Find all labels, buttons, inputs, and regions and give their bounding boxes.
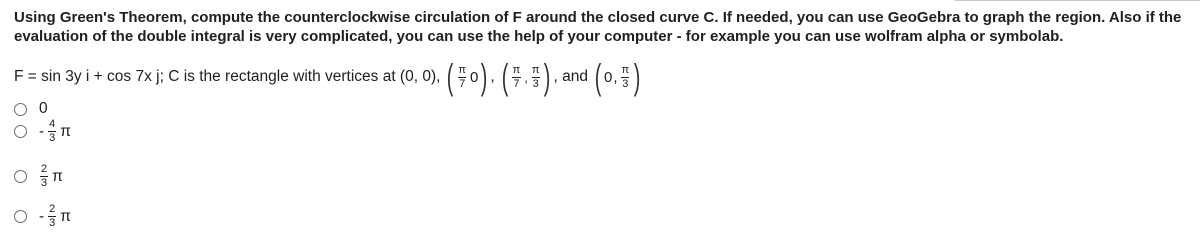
- top-divider: [955, 0, 1200, 1]
- radio-button[interactable]: [14, 103, 27, 116]
- vertex-3: ( $\frac{\pi}{7}$ , $\frac{\pi}{3}$ ): [501, 56, 551, 97]
- option-3[interactable]: $\frac{2}{3}$ π: [14, 164, 63, 189]
- option-3-fraction: $\frac{2}{3}$: [41, 163, 48, 189]
- vertex-3-x: $\frac{\pi}{7}$: [512, 63, 521, 90]
- radio-button[interactable]: [14, 125, 27, 138]
- option-4[interactable]: - $\frac{2}{3}$ π: [14, 204, 71, 229]
- option-2-fraction: $\frac{4}{3}$: [49, 118, 56, 144]
- radio-button[interactable]: [14, 170, 27, 183]
- radio-button[interactable]: [14, 210, 27, 223]
- vertex-4: ( 0 , $\frac{\pi}{3}$ ): [594, 56, 641, 97]
- option-1[interactable]: [14, 100, 48, 118]
- option-2[interactable]: - $\frac{4}{3}$ π: [14, 119, 71, 144]
- vertex-3-y: $\frac{\pi}{3}$: [531, 63, 540, 90]
- vertex-2: ( $\frac{\pi}{7}$ 0 ): [447, 56, 488, 97]
- option-4-fraction: $\frac{2}{3}$: [49, 203, 56, 229]
- question-prompt: Using Green's Theorem, compute the counterclockwise circulation of F around the closed curve C. If needed, you can use GeoGebra to graph the region. Also if the evaluation of the double integral is very complicated, you can use the help of your computer - for example you can use wolfram alpha or symbolab.: [14, 9, 1182, 45]
- option-1-label: 0: [39, 100, 48, 117]
- problem-statement: F = sin 3y i + cos 7x j; C is the rectangle with vertices at (0, 0), ( $\frac{\pi}{7}$ 0 ) , ( $\frac{\pi}{7}$ , $\frac{\pi}{3}$ ) , and ( 0 , $\frac{\pi}{3}$ ): [14, 57, 643, 97]
- vertex-2-x: $\frac{\pi}{7}$: [458, 63, 467, 90]
- vertex-4-y: $\frac{\pi}{3}$: [621, 63, 630, 90]
- and-text: , and: [553, 68, 588, 85]
- problem-lead: F = sin 3y i + cos 7x j; C is the rectangle with vertices at (0, 0),: [14, 68, 441, 85]
